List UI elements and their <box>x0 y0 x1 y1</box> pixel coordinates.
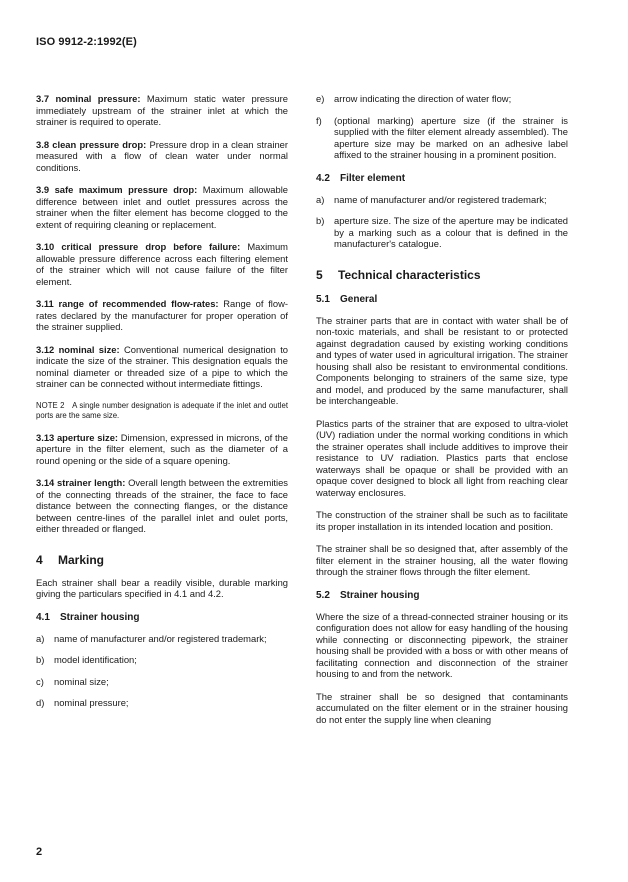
note-label: NOTE 2 <box>36 400 65 410</box>
page-number: 2 <box>36 846 43 858</box>
clause-4-heading: 4 Marking <box>36 552 105 567</box>
page-header: ISO 9912-2:1992(E) <box>36 36 137 48</box>
list-item: f) (optional marking) aperture size (if the strainer is supplied with the filter element already assembled). The aperture size may be marked on an adhesive label affixed to the strainer housing in a prominent position. <box>316 114 568 160</box>
list-item: d) nominal pressure; <box>36 697 129 708</box>
definition-text: Maximum static water pressure immediately upstream of the strainer inlet at which the strainer is required to operate. <box>36 93 289 127</box>
subclause-4-1-heading: 4.1 Strainer housing <box>36 611 140 623</box>
term: 3.14 strainer length: <box>36 477 126 488</box>
term: 3.12 nominal size: <box>36 343 120 355</box>
definition-text: Maximum allowable pressure difference across each filtering element of the strainer which will not cause failure of the filter element. <box>36 241 288 287</box>
subclause-4-2-heading: 4.2 Filter element <box>316 172 406 184</box>
list-item: a) name of manufacturer and/or registered trademark; <box>36 632 267 644</box>
term: 3.8 clean pressure drop: <box>36 138 147 150</box>
list-item: e) arrow indicating the direction of water flow; <box>316 93 512 104</box>
clause-5-heading: 5 Technical characteristics <box>316 267 481 282</box>
subclause-5-2-heading: 5.2 Strainer housing <box>316 589 420 601</box>
definition-text: Conventional numerical designation to indicate the size of the strainer. This designation equals the nominal diameter or threaded size of a pipe to which the strainer can be connected without intermediate fittings. <box>36 343 289 389</box>
definition-3-11 <box>36 298 288 333</box>
list-item: b) aperture size. The size of the aperture may be indicated by a marking such as a colour that is defined in the manufacturer's catalogue. <box>316 215 568 249</box>
term: 3.7 nominal pressure: <box>36 93 141 104</box>
definition-3-13 <box>36 432 288 467</box>
note-text: A single number designation is adequate if the inlet and outlet ports are the same size. <box>36 400 288 420</box>
list-item: c) nominal size; <box>36 675 109 687</box>
definition-text: Maximum allowable difference between inlet and outlet pressures across the strainer when the filter element has become clogged to the extent of requiring cleaning or replacement. <box>36 184 289 230</box>
note-2 <box>36 401 288 421</box>
right-column <box>316 93 568 736</box>
term: 3.11 range of recommended flow-rates: <box>36 298 219 309</box>
definition-3-8 <box>36 139 288 174</box>
housing-marking-list-continued <box>316 93 568 161</box>
subclause-5-1-heading: 5.1 General <box>316 293 378 305</box>
list-item: b) model identification; <box>36 654 137 665</box>
housing-marking-list <box>36 633 288 709</box>
left-column <box>36 93 288 719</box>
definition-text: Pressure drop in a clean strainer measured with a flow of clean water under normal conditions. <box>36 138 288 173</box>
general-paragraph: The strainer shall be so designed that, after assembly of the filter element in the strainer housing, all the water flowing through the strainer flows through the filter element. <box>316 543 568 577</box>
term: 3.13 aperture size: <box>36 431 119 443</box>
marking-intro: Each strainer shall bear a readily visible, durable marking giving the particulars specified in 4.1 and 4.2. <box>36 576 288 599</box>
general-paragraph: Plastics parts of the strainer that are exposed to ultra-violet (UV) radiation under the normal working conditions in which the strainer operates shall include additives to improve their resistance to UV radiation. Plastics parts that enclose waterways shall be opaque or shall be provided with an opaque cover designed to block all light from reaching clear waterway enclosures. <box>316 417 568 498</box>
general-paragraph: The strainer parts that are in contact with water shall be of non-toxic materials, and shall be resistant to or protected against degradation caused by existing working conditions and types of water used in agricultural irrigation. The strainer housing shall also be resistant to environmental conditions. Components belonging to strainers of the same size, type and model, and produced by the same manufacturer, shall be interchangeable. <box>316 314 568 406</box>
definition-3-10 <box>36 241 288 287</box>
list-item: a) name of manufacturer and/or registered trademark; <box>316 193 547 205</box>
definition-3-9 <box>36 184 288 230</box>
definition-text: Range of flow-rates declared by the manufacturer for proper operation of the strainer supplied. <box>36 298 288 332</box>
housing-paragraph: Where the size of a thread-connected strainer housing or its configuration does not allow for easy handling of the housing while connecting or disconnecting pipework, the strainer housing shall be provided with a boss or with other means of facilitating connection and disconnection of the strainer housing to and from the network. <box>316 610 568 679</box>
definition-text: Dimension, expressed in microns, of the aperture in the filter element, such as the diameter of a round opening or the side of a square opening. <box>36 431 288 466</box>
term: 3.10 critical pressure drop before failure: <box>36 241 241 252</box>
general-paragraph: The construction of the strainer shall be such as to facilitate its proper installation in its intended location and position. <box>316 509 568 532</box>
term: 3.9 safe maximum pressure drop: <box>36 184 198 195</box>
definition-3-7 <box>36 93 288 128</box>
filter-marking-list <box>316 194 568 250</box>
definition-3-12 <box>36 344 288 390</box>
housing-paragraph: The strainer shall be so designed that contaminants accumulated on the filter element or in the strainer housing do not enter the supply line when cleaning <box>316 690 568 725</box>
definition-text: Overall length between the extremities of the connecting threads of the strainer, the face to face distance between the connecting flanges, or the distance between centre-lines of the parallel inlet and oulet ports, either threaded or flanged. <box>36 477 288 534</box>
definition-3-14 <box>36 477 288 535</box>
